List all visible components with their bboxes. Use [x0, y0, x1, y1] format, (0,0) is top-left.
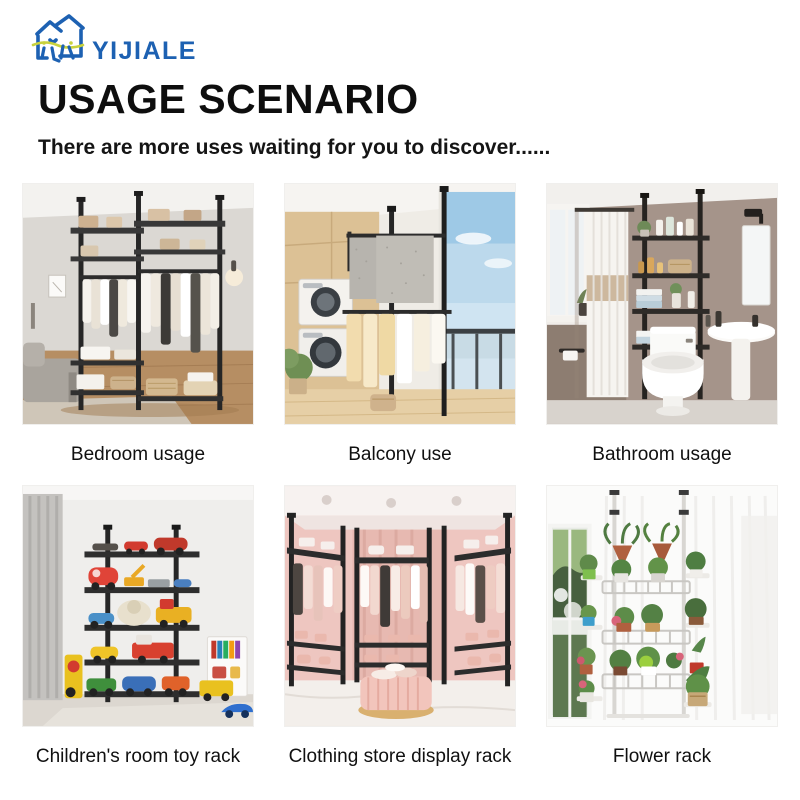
- page-title: USAGE SCENARIO: [38, 76, 419, 122]
- bathroom-photo: [546, 183, 778, 425]
- usage-caption: Flower rack: [612, 746, 712, 767]
- balcony-photo: [284, 183, 516, 425]
- page-subtitle: There are more uses waiting for you to discover......: [38, 136, 551, 159]
- bedroom-photo: [22, 183, 254, 425]
- usage-card-balcony: [284, 183, 516, 485]
- brand-logo: [30, 12, 197, 71]
- usage-caption: Bedroom usage: [70, 444, 206, 465]
- usage-card-bathroom: [546, 183, 778, 485]
- clothing-store-photo: [284, 485, 516, 727]
- usage-grid: [22, 183, 778, 787]
- usage-card-clothing-store: [284, 485, 516, 787]
- brand-name: YIJIALE: [92, 37, 197, 65]
- usage-caption: Balcony use: [348, 444, 452, 465]
- children-room-photo: [22, 485, 254, 727]
- usage-caption: Bathroom usage: [592, 444, 732, 465]
- usage-card-bedroom: [22, 183, 254, 485]
- usage-card-children-room: [22, 485, 254, 787]
- usage-card-flower-rack: [546, 485, 778, 787]
- usage-caption: Children's room toy rack: [35, 746, 241, 767]
- flower-rack-photo: [546, 485, 778, 727]
- double-house-logo-icon: [30, 12, 88, 71]
- usage-caption: Clothing store display rack: [288, 746, 512, 767]
